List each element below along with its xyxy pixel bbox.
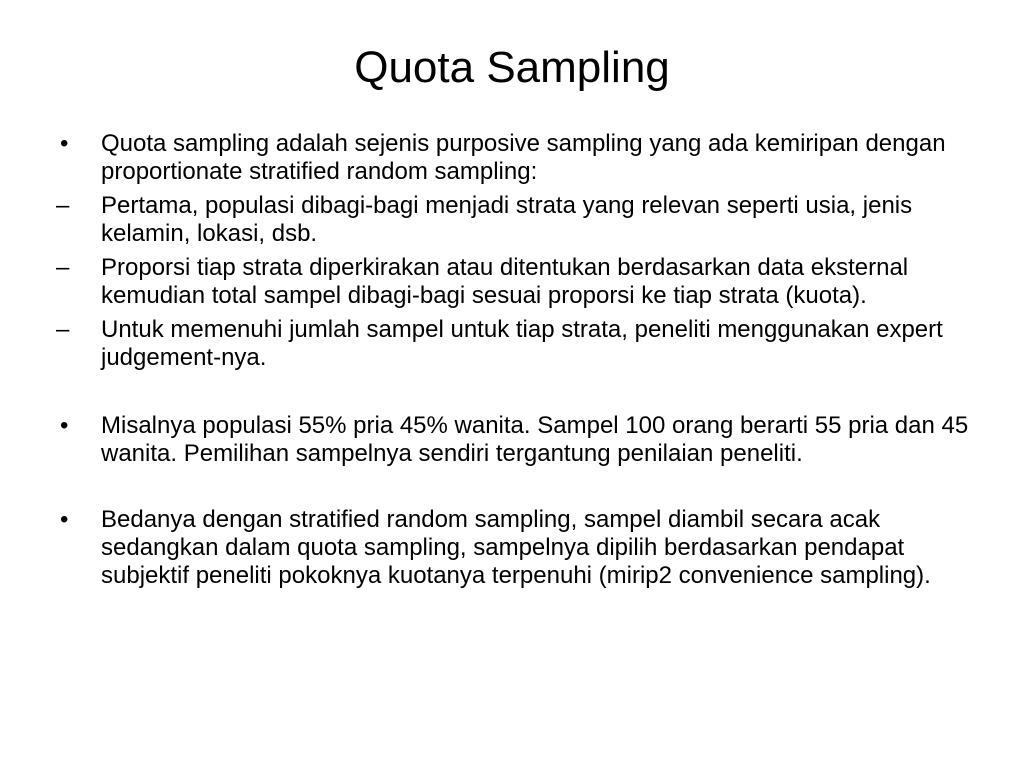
sub-bullet-marker: – bbox=[56, 192, 70, 219]
bullet-marker: • bbox=[60, 412, 69, 439]
bullet-text: Misalnya populasi 55% pria 45% wanita. Sampel 100 orang berarti 55 pria dan 45 wanita. Pemilihan sampelnya sendiri tergantung penilaian peneliti. bbox=[101, 412, 969, 467]
bullet-marker: • bbox=[60, 130, 69, 157]
slide-title: Quota Sampling bbox=[354, 43, 670, 92]
sub-bullet-item bbox=[56, 254, 976, 310]
sub-bullet-text: Proporsi tiap strata diperkirakan atau ditentukan berdasarkan data eksternal kemudian total sampel dibagi-bagi sesuai proporsi ke tiap strata (kuota). bbox=[101, 254, 909, 309]
bullet-marker: • bbox=[60, 506, 69, 533]
bullet-text: Bedanya dengan stratified random sampling, sampel diambil secara acak sedangkan dalam quota sampling, sampelnya dipilih berdasarkan pendapat subjektif peneliti pokoknya kuotanya terpenuhi (mirip2 convenience sampling). bbox=[101, 506, 931, 589]
sub-bullet-text: Pertama, populasi dibagi-bagi menjadi strata yang relevan seperti usia, jenis kelamin, lokasi, dsb. bbox=[101, 192, 913, 247]
sub-bullet-text: Untuk memenuhi jumlah sampel untuk tiap strata, peneliti menggunakan expert judgement-nya. bbox=[101, 316, 943, 371]
sub-bullet-item bbox=[56, 316, 976, 372]
sub-bullet-marker: – bbox=[56, 254, 70, 281]
slide-body bbox=[56, 130, 976, 590]
sub-bullet-item bbox=[56, 192, 976, 248]
bullet-text: Quota sampling adalah sejenis purposive sampling yang ada kemiripan dengan proportionate stratified random sampling: bbox=[101, 130, 946, 185]
bullet-item bbox=[56, 506, 976, 590]
sub-bullet-list bbox=[56, 192, 976, 372]
bullet-item bbox=[56, 130, 976, 186]
bullet-item bbox=[56, 412, 976, 468]
sub-bullet-marker: – bbox=[56, 316, 70, 343]
